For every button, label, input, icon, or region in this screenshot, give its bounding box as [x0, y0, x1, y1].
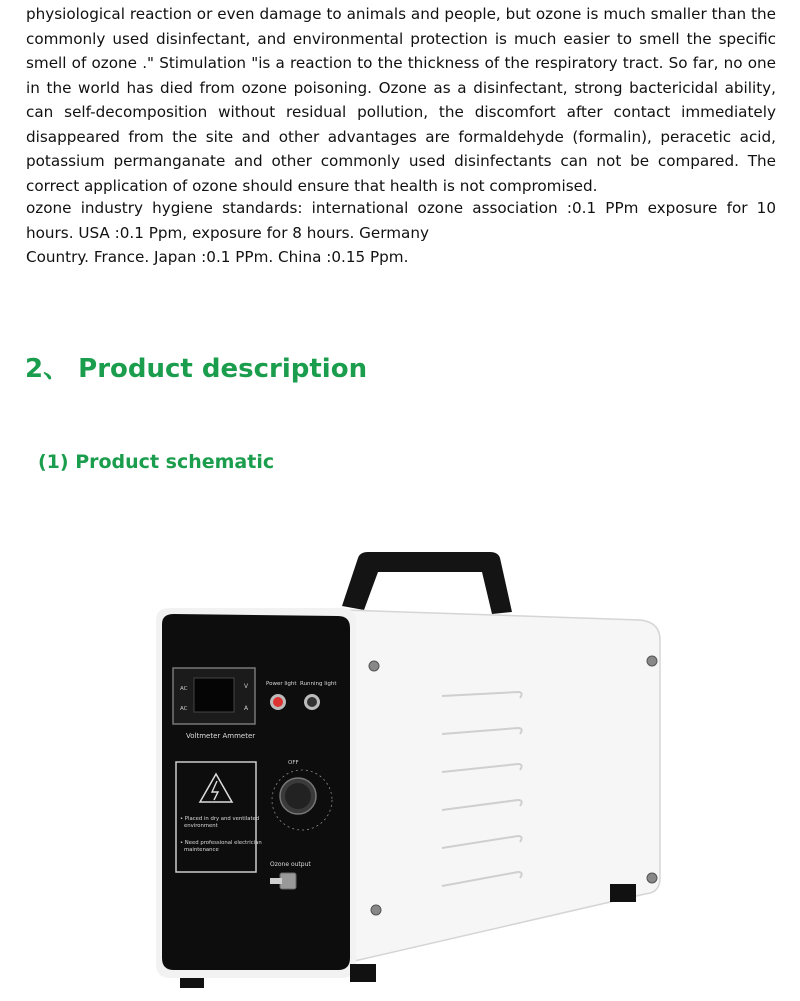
svg-text:AC: AC — [180, 706, 188, 712]
paragraph-ozone-safety: physiological reaction or even damage to animals and people, but ozone is much smaller than the commonly used disinfectant, and environmental protection is much easier to smell the specific smell of ozone ." Stimulation "is a reaction to the thickness of the respiratory tract. So far, no one in the world has died from ozone poisoning. Ozone as a disinfectant, strong bactericidal ability, can self-decomposition without residual pollution, the discomfort after contact immediately disappeared from the site and other advantages are formaldehyde (formalin), peracetic acid, potassium permanganate and other commonly used disinfectants can not be compared. The correct application of ozone should ensure that health is not compromised. — [26, 5, 776, 195]
carry-handle — [342, 552, 512, 614]
foot-left — [180, 978, 204, 988]
section-heading-product-description: 2、 Product description — [25, 354, 368, 384]
svg-text:OFF: OFF — [288, 760, 299, 766]
power-light-label: Power light — [266, 681, 297, 687]
device-side-panel — [346, 610, 660, 962]
power-light-indicator — [270, 694, 286, 710]
ozone-output-label: Ozone output — [270, 861, 311, 868]
svg-text:A: A — [244, 705, 249, 712]
ozone-generator-image — [120, 548, 700, 988]
svg-text:V: V — [244, 683, 249, 690]
svg-text:• Need professional electricia: • Need professional electrician — [180, 840, 262, 846]
meter-caption: Voltmeter Ammeter — [186, 732, 256, 740]
foot-right — [350, 964, 376, 982]
svg-text:environment: environment — [184, 823, 218, 829]
subsection-heading-product-schematic: (1) Product schematic — [38, 451, 275, 473]
running-light-indicator — [304, 694, 320, 710]
svg-text:AC: AC — [180, 686, 188, 692]
paragraph-country-standards: Country. France. Japan :0.1 PPm. China :0.15 Ppm. — [26, 248, 409, 266]
paragraph-hygiene-standards: ozone industry hygiene standards: international ozone association :0.1 PPm exposure for 10 hours. USA :0.1 Ppm, exposure for 8 hours. Germany — [26, 199, 776, 242]
svg-text:maintenance: maintenance — [184, 847, 219, 853]
svg-text:• Placed in dry and ventilated: • Placed in dry and ventilated — [180, 816, 260, 822]
running-light-label: Running light — [300, 681, 337, 687]
